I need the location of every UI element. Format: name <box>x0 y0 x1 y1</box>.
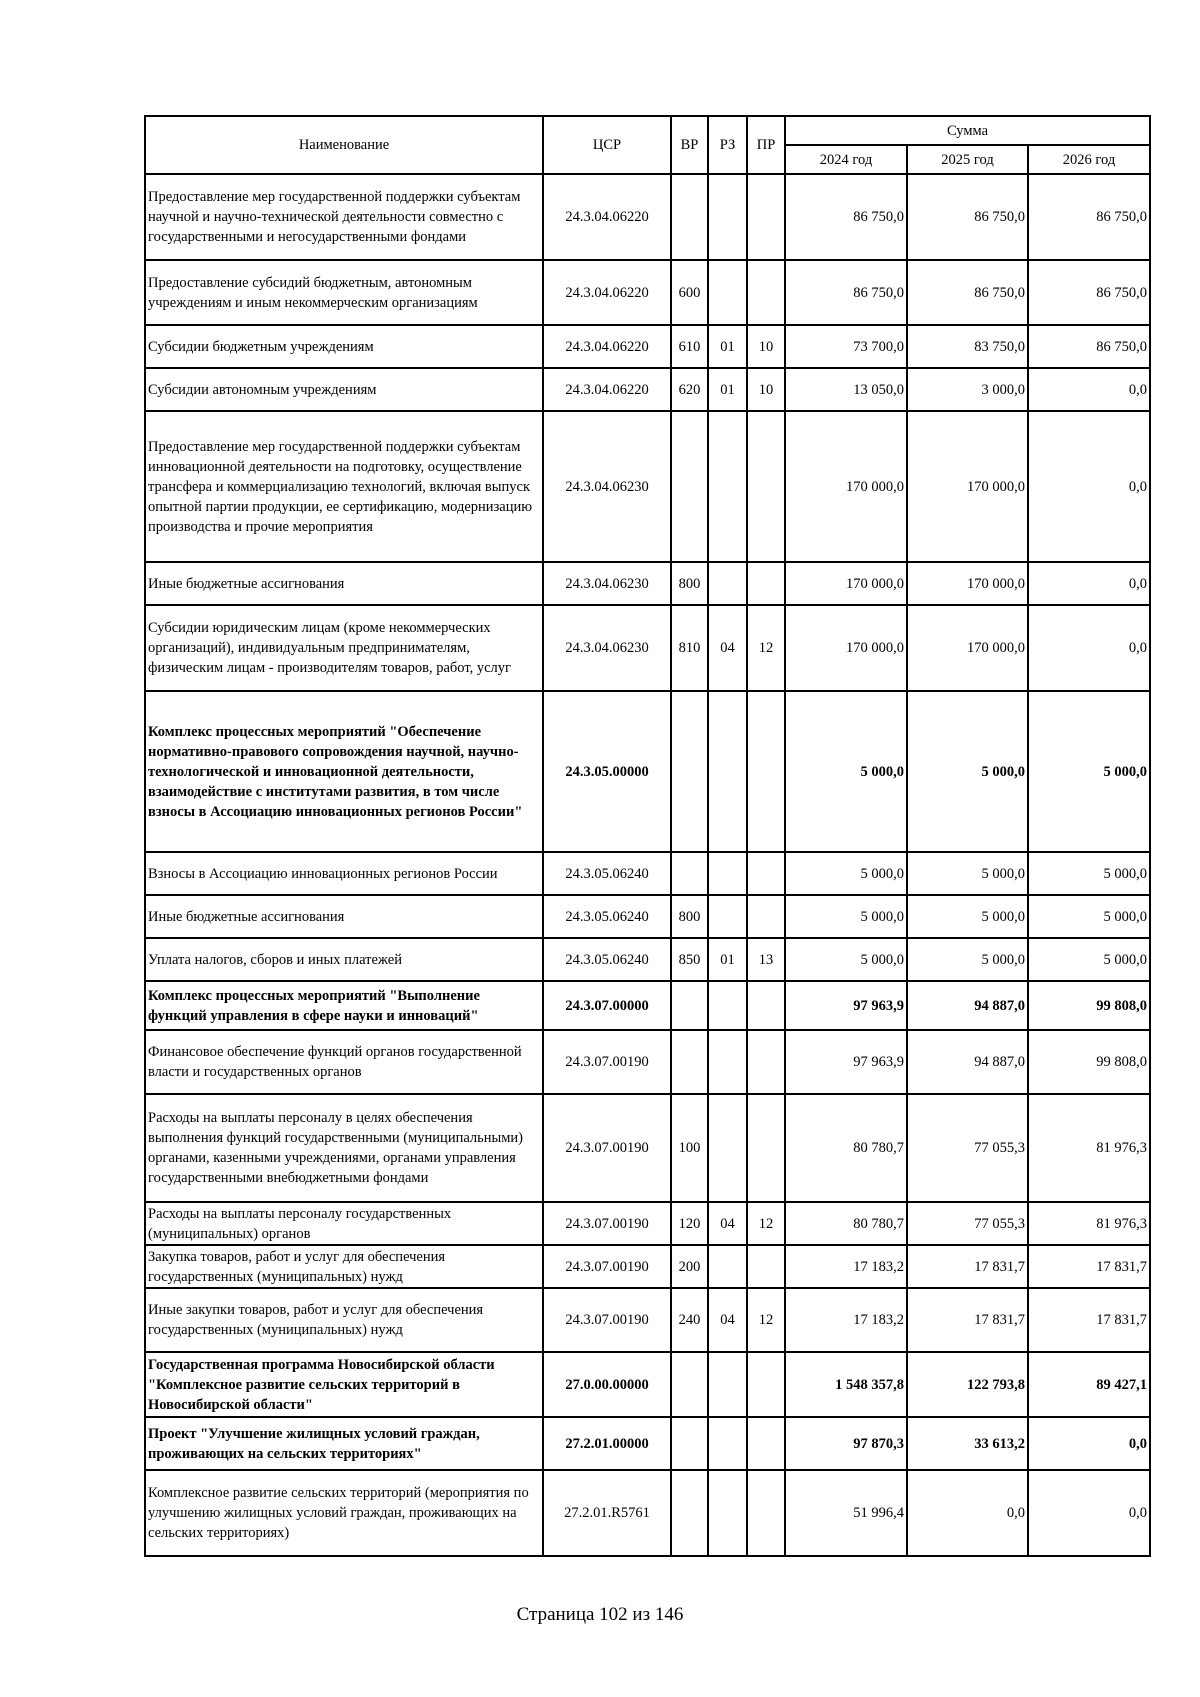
cell-rz <box>708 1417 747 1470</box>
page-number: Страница 102 из 146 <box>516 1604 684 1625</box>
cell-sum-2026: 5 000,0 <box>1028 895 1150 938</box>
cell-csr: 24.3.07.00190 <box>543 1288 671 1352</box>
cell-csr: 24.3.04.06220 <box>543 325 671 368</box>
cell-csr: 27.2.01.R5761 <box>543 1470 671 1556</box>
header-sum: Сумма <box>785 116 1150 145</box>
cell-vr: 120 <box>671 1202 708 1245</box>
cell-sum-2026: 17 831,7 <box>1028 1245 1150 1288</box>
cell-sum-2025: 86 750,0 <box>907 174 1028 260</box>
header-pr: ПР <box>747 116 785 174</box>
cell-csr: 24.3.04.06230 <box>543 411 671 562</box>
cell-csr: 24.3.04.06220 <box>543 174 671 260</box>
cell-name: Иные бюджетные ассигнования <box>145 895 543 938</box>
cell-sum-2024: 86 750,0 <box>785 260 907 325</box>
cell-pr: 10 <box>747 325 785 368</box>
header-rz: РЗ <box>708 116 747 174</box>
cell-sum-2024: 80 780,7 <box>785 1202 907 1245</box>
table-row <box>145 260 1150 325</box>
cell-sum-2026: 99 808,0 <box>1028 1030 1150 1094</box>
cell-csr: 24.3.05.00000 <box>543 691 671 852</box>
cell-name: Взносы в Ассоциацию инновационных регионов России <box>145 852 543 895</box>
cell-pr <box>747 411 785 562</box>
table-row <box>145 852 1150 895</box>
cell-sum-2026: 81 976,3 <box>1028 1202 1150 1245</box>
cell-sum-2024: 5 000,0 <box>785 938 907 981</box>
cell-sum-2024: 5 000,0 <box>785 895 907 938</box>
cell-vr <box>671 1417 708 1470</box>
table-row <box>145 1417 1150 1470</box>
cell-rz <box>708 1352 747 1417</box>
cell-rz: 01 <box>708 938 747 981</box>
cell-pr: 10 <box>747 368 785 411</box>
cell-name: Комплекс процессных мероприятий "Обеспечение нормативно-правового сопровождения научной, научно-технологической и инновационной деятельности, взаимодействие с институтами развития, в том числе взносы в Ассоциацию инновационных регионов России" <box>145 691 543 852</box>
cell-sum-2026: 81 976,3 <box>1028 1094 1150 1202</box>
cell-sum-2024: 5 000,0 <box>785 691 907 852</box>
cell-vr: 100 <box>671 1094 708 1202</box>
cell-name: Финансовое обеспечение функций органов государственной власти и государственных органов <box>145 1030 543 1094</box>
cell-sum-2025: 5 000,0 <box>907 895 1028 938</box>
cell-sum-2026: 86 750,0 <box>1028 325 1150 368</box>
cell-sum-2025: 77 055,3 <box>907 1094 1028 1202</box>
cell-vr: 200 <box>671 1245 708 1288</box>
cell-vr <box>671 1470 708 1556</box>
cell-rz <box>708 1245 747 1288</box>
cell-pr <box>747 981 785 1030</box>
cell-vr: 810 <box>671 605 708 691</box>
cell-sum-2025: 170 000,0 <box>907 605 1028 691</box>
cell-csr: 24.3.04.06220 <box>543 368 671 411</box>
cell-sum-2026: 0,0 <box>1028 411 1150 562</box>
cell-vr <box>671 691 708 852</box>
cell-rz: 01 <box>708 368 747 411</box>
cell-rz: 04 <box>708 1202 747 1245</box>
cell-name: Предоставление субсидий бюджетным, автономным учреждениям и иным некоммерческим организациям <box>145 260 543 325</box>
cell-name: Комплекс процессных мероприятий "Выполнение функций управления в сфере науки и инноваций" <box>145 981 543 1030</box>
table-row <box>145 938 1150 981</box>
cell-pr <box>747 174 785 260</box>
cell-csr: 24.3.07.00190 <box>543 1245 671 1288</box>
cell-sum-2025: 77 055,3 <box>907 1202 1028 1245</box>
cell-pr: 12 <box>747 1202 785 1245</box>
cell-pr <box>747 1094 785 1202</box>
cell-sum-2025: 122 793,8 <box>907 1352 1028 1417</box>
table-row <box>145 325 1150 368</box>
cell-name: Проект "Улучшение жилищных условий граждан, проживающих на сельских территориях" <box>145 1417 543 1470</box>
cell-csr: 24.3.07.00190 <box>543 1202 671 1245</box>
cell-csr: 24.3.05.06240 <box>543 938 671 981</box>
table-row <box>145 1094 1150 1202</box>
cell-csr: 24.3.04.06230 <box>543 605 671 691</box>
cell-pr <box>747 895 785 938</box>
table-row <box>145 1202 1150 1245</box>
cell-name: Иные бюджетные ассигнования <box>145 562 543 605</box>
header-vr: ВР <box>671 116 708 174</box>
cell-sum-2026: 5 000,0 <box>1028 852 1150 895</box>
cell-pr <box>747 691 785 852</box>
cell-sum-2024: 86 750,0 <box>785 174 907 260</box>
cell-name: Расходы на выплаты персоналу государственных (муниципальных) органов <box>145 1202 543 1245</box>
cell-sum-2025: 94 887,0 <box>907 981 1028 1030</box>
cell-vr: 850 <box>671 938 708 981</box>
header-year-2024: 2024 год <box>785 145 907 174</box>
cell-name: Субсидии автономным учреждениям <box>145 368 543 411</box>
cell-sum-2024: 1 548 357,8 <box>785 1352 907 1417</box>
header-name: Наименование <box>145 116 543 174</box>
budget-table <box>144 115 1151 1557</box>
cell-name: Предоставление мер государственной поддержки субъектам инновационной деятельности на подготовку, осуществление трансфера и коммерциализацию технологий, включая выпуск опытной партии продукции, ее сертификацию, модернизацию производства и прочие мероприятия <box>145 411 543 562</box>
cell-sum-2025: 17 831,7 <box>907 1288 1028 1352</box>
table-row <box>145 895 1150 938</box>
cell-csr: 24.3.07.00190 <box>543 1094 671 1202</box>
cell-rz <box>708 1094 747 1202</box>
cell-rz <box>708 562 747 605</box>
cell-name: Закупка товаров, работ и услуг для обеспечения государственных (муниципальных) нужд <box>145 1245 543 1288</box>
cell-vr: 600 <box>671 260 708 325</box>
cell-vr: 620 <box>671 368 708 411</box>
cell-rz: 04 <box>708 605 747 691</box>
cell-rz <box>708 852 747 895</box>
table-row <box>145 1245 1150 1288</box>
table-row <box>145 411 1150 562</box>
table-row <box>145 605 1150 691</box>
cell-csr: 24.3.07.00190 <box>543 1030 671 1094</box>
cell-sum-2024: 51 996,4 <box>785 1470 907 1556</box>
cell-vr <box>671 852 708 895</box>
cell-pr <box>747 852 785 895</box>
cell-csr: 24.3.05.06240 <box>543 852 671 895</box>
cell-sum-2024: 97 963,9 <box>785 981 907 1030</box>
cell-vr: 800 <box>671 895 708 938</box>
cell-pr: 12 <box>747 1288 785 1352</box>
cell-sum-2026: 0,0 <box>1028 1417 1150 1470</box>
cell-sum-2025: 86 750,0 <box>907 260 1028 325</box>
cell-sum-2025: 17 831,7 <box>907 1245 1028 1288</box>
cell-sum-2026: 86 750,0 <box>1028 174 1150 260</box>
cell-csr: 24.3.05.06240 <box>543 895 671 938</box>
cell-name: Государственная программа Новосибирской области "Комплексное развитие сельских территорий в Новосибирской области" <box>145 1352 543 1417</box>
cell-csr: 27.0.00.00000 <box>543 1352 671 1417</box>
cell-name: Расходы на выплаты персоналу в целях обеспечения выполнения функций государственными (муниципальными) органами, казенными учреждениями, органами управления государственными внебюджетными фондами <box>145 1094 543 1202</box>
cell-pr <box>747 1245 785 1288</box>
cell-sum-2026: 99 808,0 <box>1028 981 1150 1030</box>
cell-sum-2024: 80 780,7 <box>785 1094 907 1202</box>
cell-pr <box>747 1470 785 1556</box>
cell-sum-2025: 3 000,0 <box>907 368 1028 411</box>
cell-pr <box>747 1417 785 1470</box>
cell-sum-2026: 0,0 <box>1028 562 1150 605</box>
cell-sum-2024: 5 000,0 <box>785 852 907 895</box>
table-row <box>145 368 1150 411</box>
cell-vr <box>671 411 708 562</box>
cell-name: Субсидии юридическим лицам (кроме некоммерческих организаций), индивидуальным предпринимателям, физическим лицам - производителям товаров, работ, услуг <box>145 605 543 691</box>
cell-sum-2026: 5 000,0 <box>1028 691 1150 852</box>
cell-csr: 27.2.01.00000 <box>543 1417 671 1470</box>
cell-vr <box>671 1352 708 1417</box>
table-row <box>145 1470 1150 1556</box>
cell-csr: 24.3.07.00000 <box>543 981 671 1030</box>
cell-rz <box>708 981 747 1030</box>
cell-rz <box>708 174 747 260</box>
cell-pr <box>747 1030 785 1094</box>
cell-sum-2025: 5 000,0 <box>907 938 1028 981</box>
cell-sum-2025: 5 000,0 <box>907 691 1028 852</box>
cell-rz: 04 <box>708 1288 747 1352</box>
table-row <box>145 691 1150 852</box>
cell-rz: 01 <box>708 325 747 368</box>
cell-sum-2024: 13 050,0 <box>785 368 907 411</box>
cell-name: Предоставление мер государственной поддержки субъектам научной и научно-технической деятельности совместно с государственными и негосударственными фондами <box>145 174 543 260</box>
cell-sum-2026: 5 000,0 <box>1028 938 1150 981</box>
table-row <box>145 1288 1150 1352</box>
cell-sum-2024: 17 183,2 <box>785 1288 907 1352</box>
cell-sum-2026: 86 750,0 <box>1028 260 1150 325</box>
header-year-2026: 2026 год <box>1028 145 1150 174</box>
cell-name: Уплата налогов, сборов и иных платежей <box>145 938 543 981</box>
cell-sum-2024: 97 870,3 <box>785 1417 907 1470</box>
cell-sum-2024: 170 000,0 <box>785 411 907 562</box>
cell-pr: 13 <box>747 938 785 981</box>
cell-name: Субсидии бюджетным учреждениям <box>145 325 543 368</box>
cell-sum-2026: 17 831,7 <box>1028 1288 1150 1352</box>
cell-sum-2025: 5 000,0 <box>907 852 1028 895</box>
cell-rz <box>708 411 747 562</box>
cell-vr <box>671 981 708 1030</box>
cell-rz <box>708 1470 747 1556</box>
cell-sum-2025: 0,0 <box>907 1470 1028 1556</box>
cell-sum-2024: 17 183,2 <box>785 1245 907 1288</box>
cell-name: Иные закупки товаров, работ и услуг для обеспечения государственных (муниципальных) нужд <box>145 1288 543 1352</box>
cell-vr: 800 <box>671 562 708 605</box>
cell-vr: 240 <box>671 1288 708 1352</box>
table-row <box>145 1030 1150 1094</box>
cell-sum-2025: 170 000,0 <box>907 562 1028 605</box>
cell-sum-2025: 170 000,0 <box>907 411 1028 562</box>
cell-pr <box>747 260 785 325</box>
cell-sum-2025: 33 613,2 <box>907 1417 1028 1470</box>
cell-csr: 24.3.04.06230 <box>543 562 671 605</box>
cell-sum-2024: 97 963,9 <box>785 1030 907 1094</box>
cell-sum-2024: 73 700,0 <box>785 325 907 368</box>
table-row <box>145 174 1150 260</box>
cell-vr <box>671 174 708 260</box>
cell-sum-2026: 0,0 <box>1028 605 1150 691</box>
cell-sum-2024: 170 000,0 <box>785 562 907 605</box>
table-row <box>145 981 1150 1030</box>
cell-sum-2026: 0,0 <box>1028 1470 1150 1556</box>
cell-vr <box>671 1030 708 1094</box>
cell-rz <box>708 260 747 325</box>
cell-sum-2025: 83 750,0 <box>907 325 1028 368</box>
cell-sum-2024: 170 000,0 <box>785 605 907 691</box>
table-row <box>145 1352 1150 1417</box>
cell-sum-2026: 89 427,1 <box>1028 1352 1150 1417</box>
header-csr: ЦСР <box>543 116 671 174</box>
cell-rz <box>708 1030 747 1094</box>
table-body <box>145 174 1150 1556</box>
cell-pr <box>747 1352 785 1417</box>
cell-name: Комплексное развитие сельских территорий (мероприятия по улучшению жилищных условий граждан, проживающих на сельских территориях) <box>145 1470 543 1556</box>
cell-csr: 24.3.04.06220 <box>543 260 671 325</box>
cell-sum-2025: 94 887,0 <box>907 1030 1028 1094</box>
cell-rz <box>708 895 747 938</box>
table-row <box>145 562 1150 605</box>
cell-pr: 12 <box>747 605 785 691</box>
cell-sum-2026: 0,0 <box>1028 368 1150 411</box>
cell-pr <box>747 562 785 605</box>
cell-rz <box>708 691 747 852</box>
cell-vr: 610 <box>671 325 708 368</box>
header-year-2025: 2025 год <box>907 145 1028 174</box>
